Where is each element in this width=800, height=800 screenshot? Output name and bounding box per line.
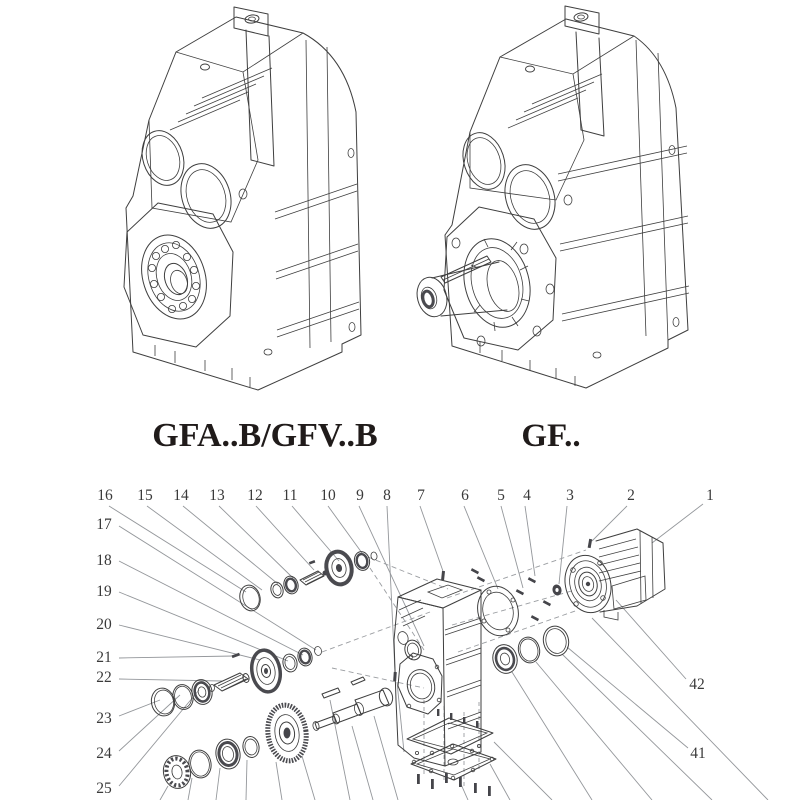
callout-21: 21 bbox=[96, 649, 112, 666]
callout-24: 24 bbox=[96, 745, 112, 762]
drawing-gfab-gfvb bbox=[124, 7, 361, 390]
callout-42: 42 bbox=[689, 676, 705, 693]
callout-18: 18 bbox=[96, 552, 112, 569]
callout-1: 1 bbox=[706, 487, 714, 504]
callout-19: 19 bbox=[96, 583, 112, 600]
label-gf: GF.. bbox=[521, 418, 581, 454]
callout-17: 17 bbox=[96, 516, 112, 533]
oil-pan-group bbox=[407, 709, 496, 796]
callout-22: 22 bbox=[96, 669, 112, 686]
callout-10: 10 bbox=[320, 487, 336, 504]
bearing-balls bbox=[148, 241, 199, 312]
drawing-gf bbox=[413, 6, 689, 388]
callout-16: 16 bbox=[97, 487, 113, 504]
callout-4: 4 bbox=[523, 487, 531, 504]
callout-23: 23 bbox=[96, 710, 112, 727]
callout-3: 3 bbox=[566, 487, 574, 504]
callout-25: 25 bbox=[96, 780, 112, 797]
callout-9: 9 bbox=[356, 487, 364, 504]
callout-6: 6 bbox=[461, 487, 469, 504]
callout-11: 11 bbox=[282, 487, 298, 504]
exploded-view bbox=[96, 487, 768, 800]
callout-2: 2 bbox=[627, 487, 635, 504]
callout-41: 41 bbox=[690, 745, 706, 762]
output-bearing-set bbox=[490, 623, 572, 676]
callout-15: 15 bbox=[137, 487, 153, 504]
callout-20: 20 bbox=[96, 616, 112, 633]
callout-13: 13 bbox=[209, 487, 225, 504]
callout-14: 14 bbox=[173, 487, 189, 504]
label-gfab-gfvb: GFA..B/GFV..B bbox=[152, 417, 378, 454]
exploded-housing bbox=[394, 579, 481, 766]
motor bbox=[559, 529, 665, 620]
callout-5: 5 bbox=[497, 487, 505, 504]
callout-12: 12 bbox=[247, 487, 263, 504]
callout-7: 7 bbox=[417, 487, 425, 504]
callout-8: 8 bbox=[383, 487, 391, 504]
input-shaft-assembly bbox=[237, 549, 378, 613]
